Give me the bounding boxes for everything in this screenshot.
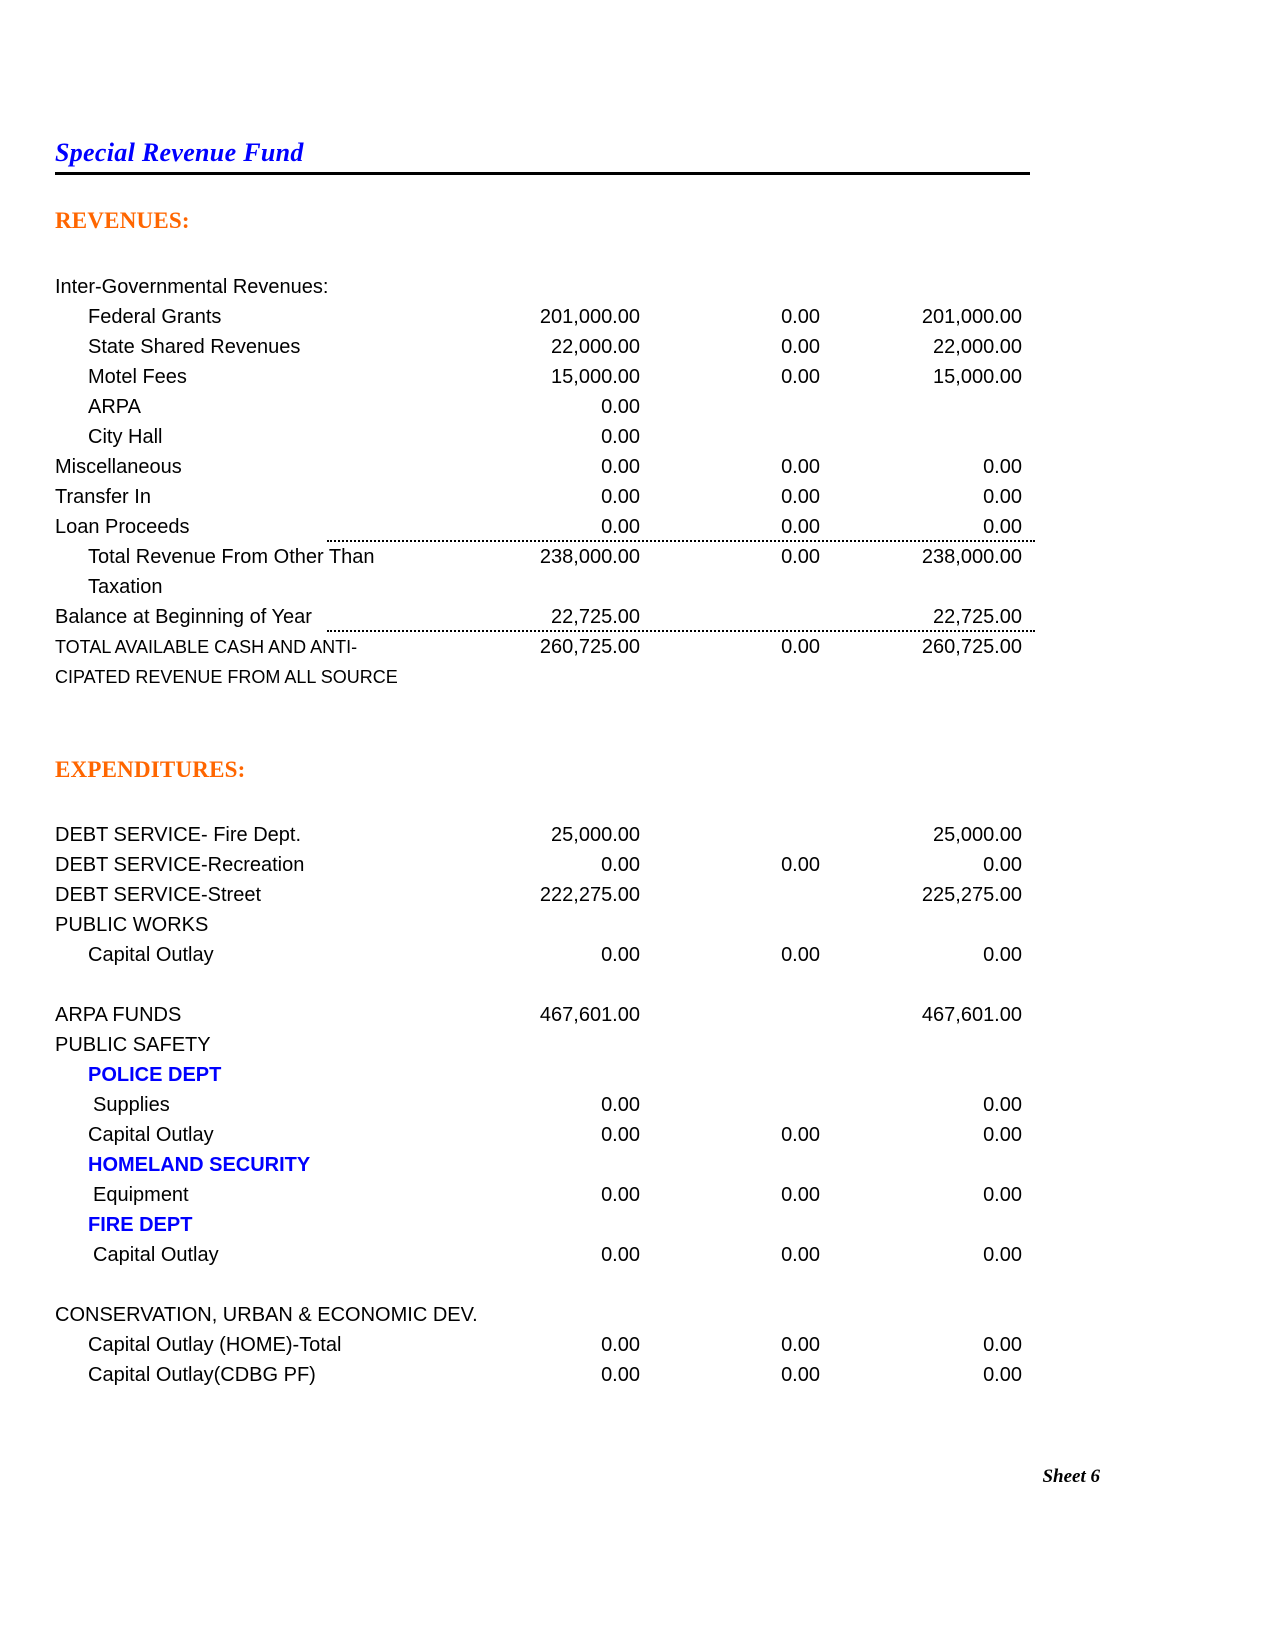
row-col1: 0.00	[601, 1334, 640, 1356]
row-label: ARPA FUNDS	[55, 1004, 182, 1026]
row-label: Capital Outlay(CDBG PF)	[88, 1364, 316, 1386]
row-col1: 0.00	[601, 854, 640, 876]
table-row	[55, 1180, 1035, 1210]
table-row	[55, 602, 1035, 632]
row-label: ARPA	[88, 396, 141, 418]
row-label: DEBT SERVICE-Recreation	[55, 854, 305, 876]
row-label: CIPATED REVENUE FROM ALL SOURCE	[55, 667, 398, 687]
row-col3: 0.00	[983, 1184, 1022, 1206]
table-row	[55, 850, 1035, 880]
table-row-total-continued	[55, 662, 1035, 692]
row-col3: 201,000.00	[921, 306, 1022, 328]
table-row	[55, 302, 1035, 332]
row-col2: 0.00	[781, 854, 820, 876]
row-col1: 25,000.00	[551, 824, 640, 846]
row-spacer	[55, 970, 1035, 1000]
row-col2: 0.00	[781, 636, 820, 658]
row-col2: 0.00	[781, 1124, 820, 1146]
row-col2: 0.00	[781, 1364, 820, 1386]
table-row	[55, 910, 1035, 940]
row-col1: 0.00	[601, 396, 640, 418]
revenues-table	[55, 272, 1035, 692]
row-label: Taxation	[88, 576, 163, 598]
row-col1: 238,000.00	[539, 546, 640, 568]
row-col1: 0.00	[601, 1094, 640, 1116]
table-row	[55, 820, 1035, 850]
row-col3: 0.00	[983, 944, 1022, 966]
row-col1: 0.00	[601, 486, 640, 508]
row-label: DEBT SERVICE- Fire Dept.	[55, 824, 301, 846]
row-label: Balance at Beginning of Year	[55, 606, 312, 628]
row-label: Motel Fees	[88, 366, 187, 388]
table-row	[55, 1000, 1035, 1030]
row-col1: 0.00	[601, 944, 640, 966]
row-label: Capital Outlay	[88, 1124, 214, 1146]
document-header	[55, 140, 1030, 175]
row-col3: 0.00	[983, 1244, 1022, 1266]
row-col3: 0.00	[983, 516, 1022, 538]
table-row-total	[55, 632, 1035, 662]
table-row	[55, 422, 1035, 452]
row-label: State Shared Revenues	[88, 336, 301, 358]
table-row-subtotal	[55, 542, 1035, 572]
table-row	[55, 452, 1035, 482]
table-row-subheading	[55, 1150, 1035, 1180]
row-col3: 467,601.00	[921, 1004, 1022, 1026]
row-col2: 0.00	[781, 336, 820, 358]
table-row	[55, 1300, 1035, 1330]
table-row	[55, 482, 1035, 512]
row-col3: 0.00	[983, 1364, 1022, 1386]
row-label: Capital Outlay	[88, 944, 214, 966]
row-col1: 15,000.00	[551, 366, 640, 388]
row-spacer	[55, 1270, 1035, 1300]
row-col1: 22,000.00	[551, 336, 640, 358]
row-col2: 0.00	[781, 486, 820, 508]
expenditures-section-heading: EXPENDITURES:	[55, 757, 246, 782]
row-col2: 0.00	[781, 546, 820, 568]
row-label: PUBLIC WORKS	[55, 914, 209, 936]
table-row-subheading	[55, 1060, 1035, 1090]
row-col3: 260,725.00	[921, 636, 1022, 658]
homeland-security-subheading: HOMELAND SECURITY	[88, 1154, 311, 1176]
row-col1: 0.00	[601, 1364, 640, 1386]
row-col2: 0.00	[781, 366, 820, 388]
row-label: Loan Proceeds	[55, 516, 190, 538]
table-row	[55, 512, 1035, 542]
table-row	[55, 1030, 1035, 1060]
row-label: Total Revenue From Other Than	[88, 546, 375, 568]
row-label: Federal Grants	[88, 306, 222, 328]
row-label: Miscellaneous	[55, 456, 182, 478]
revenues-section-heading: REVENUES:	[55, 208, 190, 233]
row-col1: 260,725.00	[539, 636, 640, 658]
row-label: Inter-Governmental Revenues:	[55, 276, 329, 298]
table-row	[55, 1240, 1035, 1270]
row-col3: 25,000.00	[933, 824, 1022, 846]
page-title: Special Revenue Fund	[55, 138, 304, 167]
row-col1: 0.00	[601, 456, 640, 478]
row-col1: 0.00	[601, 516, 640, 538]
expenditures-table	[55, 820, 1035, 1390]
table-row	[55, 392, 1035, 422]
row-col3: 0.00	[983, 1124, 1022, 1146]
row-col3: 22,000.00	[933, 336, 1022, 358]
row-col1: 0.00	[601, 1244, 640, 1266]
row-col2: 0.00	[781, 456, 820, 478]
row-col2: 0.00	[781, 944, 820, 966]
table-row	[55, 940, 1035, 970]
table-row	[55, 880, 1035, 910]
table-row	[55, 1120, 1035, 1150]
fire-dept-subheading: FIRE DEPT	[88, 1214, 193, 1236]
row-col3: 0.00	[983, 486, 1022, 508]
row-label: Capital Outlay (HOME)-Total	[88, 1334, 342, 1356]
row-col2: 0.00	[781, 1244, 820, 1266]
title-divider	[55, 172, 1030, 175]
row-label: City Hall	[88, 426, 163, 448]
table-row	[55, 572, 1035, 602]
table-row	[55, 1330, 1035, 1360]
row-col3: 238,000.00	[921, 546, 1022, 568]
row-label: CONSERVATION, URBAN & ECONOMIC DEV.	[55, 1304, 478, 1326]
row-col3: 15,000.00	[933, 366, 1022, 388]
table-row	[55, 332, 1035, 362]
row-col1: 467,601.00	[539, 1004, 640, 1026]
sheet-number-footer: Sheet 6	[1042, 1466, 1100, 1487]
row-label: DEBT SERVICE-Street	[55, 884, 261, 906]
row-col1: 0.00	[601, 426, 640, 448]
table-row	[55, 1360, 1035, 1390]
row-label: Transfer In	[55, 486, 151, 508]
row-col1: 0.00	[601, 1184, 640, 1206]
row-col2: 0.00	[781, 306, 820, 328]
row-col1: 22,725.00	[551, 606, 640, 628]
row-label: Equipment	[93, 1184, 189, 1206]
row-col2: 0.00	[781, 1184, 820, 1206]
row-col3: 0.00	[983, 1334, 1022, 1356]
row-col1: 0.00	[601, 1124, 640, 1146]
police-dept-subheading: POLICE DEPT	[88, 1064, 222, 1086]
row-col1: 222,275.00	[539, 884, 640, 906]
row-label: PUBLIC SAFETY	[55, 1034, 211, 1056]
table-row	[55, 1090, 1035, 1120]
table-row-subheading	[55, 1210, 1035, 1240]
row-col3: 225,275.00	[921, 884, 1022, 906]
row-col3: 0.00	[983, 456, 1022, 478]
row-col1: 201,000.00	[539, 306, 640, 328]
row-col3: 22,725.00	[933, 606, 1022, 628]
row-col2: 0.00	[781, 516, 820, 538]
row-label: Supplies	[93, 1094, 170, 1116]
row-col3: 0.00	[983, 854, 1022, 876]
row-col2: 0.00	[781, 1334, 820, 1356]
table-row	[55, 272, 1035, 302]
row-label: Capital Outlay	[93, 1244, 219, 1266]
row-col3: 0.00	[983, 1094, 1022, 1116]
table-row	[55, 362, 1035, 392]
row-label: TOTAL AVAILABLE CASH AND ANTI-	[55, 637, 358, 657]
